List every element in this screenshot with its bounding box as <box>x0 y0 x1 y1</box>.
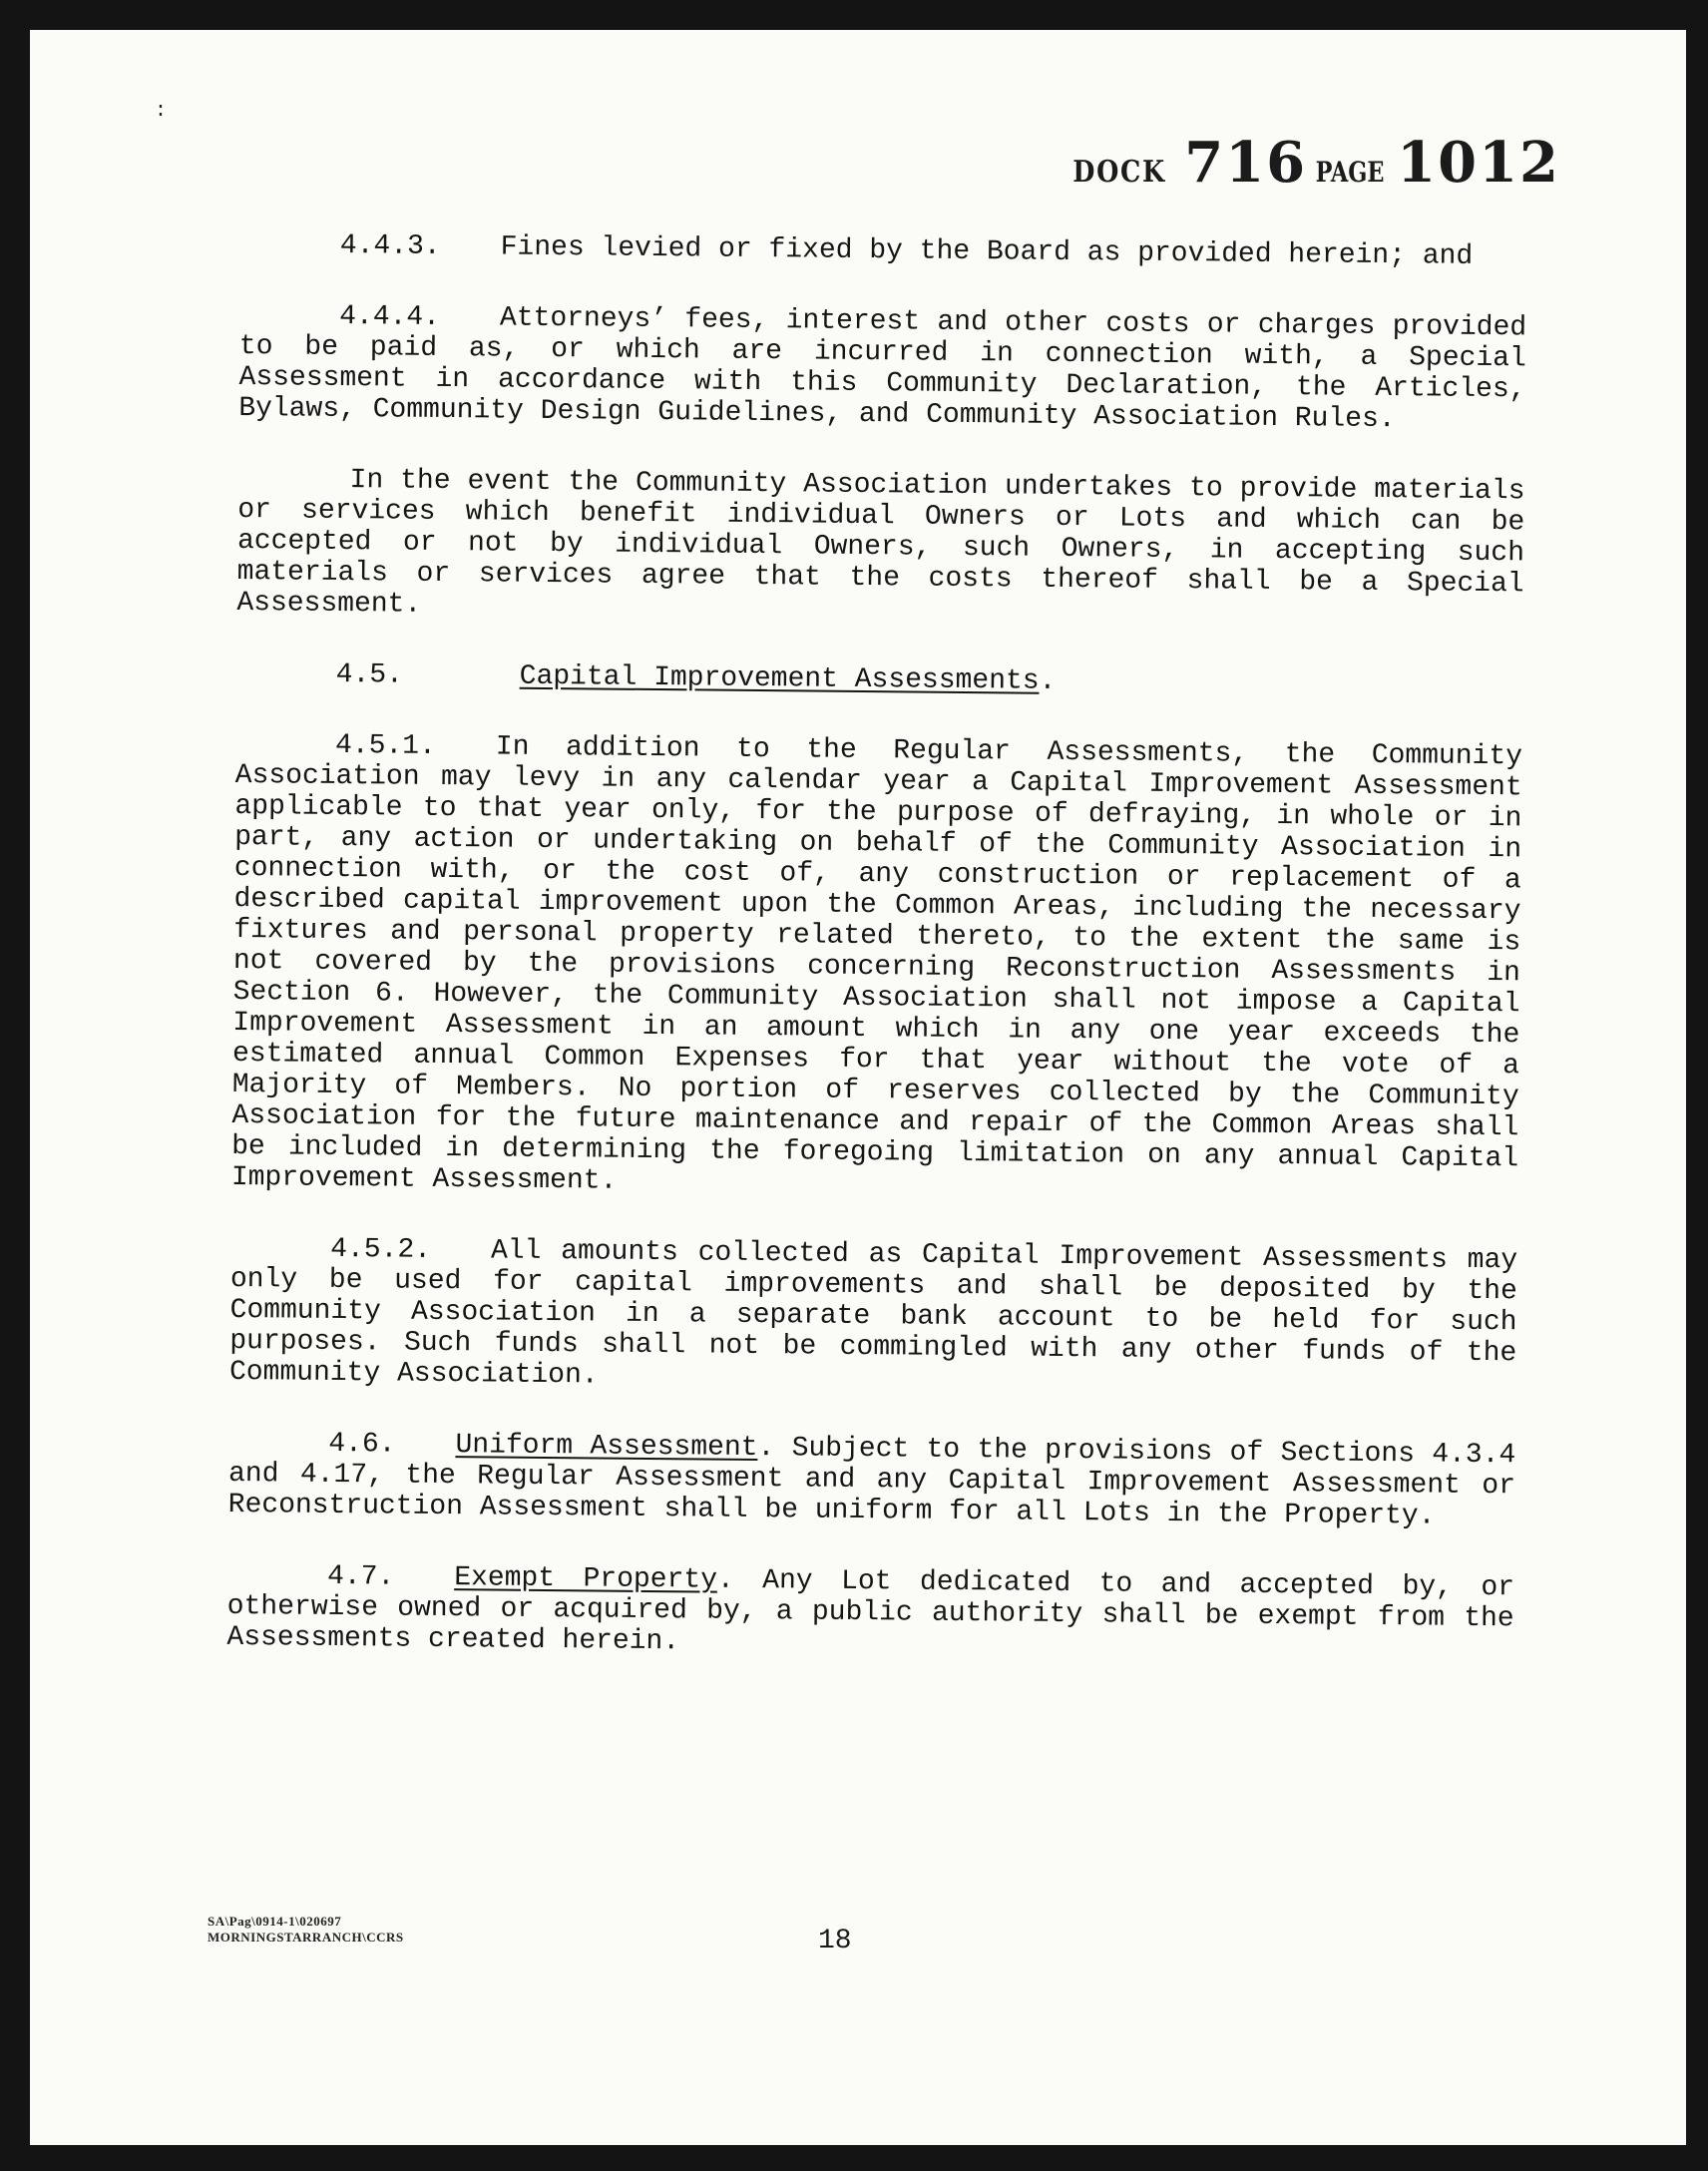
stamp-book-number: 716 <box>1184 130 1308 196</box>
section-number: 4.4.3. <box>339 229 441 262</box>
margin-marks: : <box>155 100 168 123</box>
section-4-7 <box>226 1560 1514 1665</box>
file-path-line: SA\Pag\0914-1\020697 <box>208 1914 342 1929</box>
section-title: Capital Improvement Assessments <box>519 660 1040 697</box>
section-text: Fines levied or fixed by the Board as provided herein; and <box>500 231 1474 272</box>
section-number: 4.7. <box>326 1560 395 1593</box>
section-text: . Any Lot dedicated to and accepted by, or otherwise owned or acquired by, a public authority shall be exempt from the Assessments created herein. <box>226 1564 1515 1658</box>
section-number: 4.6. <box>328 1428 396 1461</box>
stamp-label: DOCK <box>1072 155 1166 190</box>
section-4-4-3 <box>240 229 1527 272</box>
section-text: Attorneys’ fees, interest and other costs or charges provided to be paid as, or which are incurred in connection with, a Special Assessment in accordance with this Community Declaration, the Articles, Bylaws, Community Design Guidelines, and Community Association Rules. <box>238 302 1527 436</box>
section-number: 4.4.4. <box>339 300 441 333</box>
document-page <box>30 30 1686 2145</box>
stamp-page-number: 1012 <box>1397 130 1560 196</box>
stamp-page-label: PAGE <box>1315 156 1385 189</box>
section-4-6 <box>228 1428 1516 1532</box>
file-name-line: MORNINGSTARRANCH\CCRS <box>208 1930 404 1945</box>
section-4-5-1 <box>231 729 1522 1205</box>
special-assessment-paragraph: In the event the Community Association undertakes to provide materials or services which benefit individual Owners or Lots and which can be accepted or not by individual Owners, such Owners, in accepting such materials or services agree that the costs thereof shall be a Special Assessment. <box>236 465 1525 621</box>
document-file-id <box>208 1914 404 1946</box>
page-number: 18 <box>818 1926 852 1956</box>
section-4-4-4 <box>238 300 1526 436</box>
document-body <box>226 229 1527 1705</box>
section-text: . Subject to the provisions of Sections 4.3.4 and 4.17, the Regular Assessment and any Capital Improvement Assessment or Reconstruction Assessment shall be uniform for all Lots in the Property. <box>227 1433 1516 1532</box>
section-text: All amounts collected as Capital Improvement Assessments may only be used for capital improvements and shall be deposited by the Community Association in a separate bank account to be held for such purposes. Such funds shall not be commingled with any other funds of the Community Association. <box>228 1235 1518 1392</box>
section-title: Uniform Assessment <box>455 1430 758 1465</box>
section-title: Exempt Property <box>454 1562 718 1596</box>
section-number: 4.5. <box>335 658 404 691</box>
section-number: 4.5.2. <box>330 1233 432 1266</box>
title-suffix: . <box>1039 665 1057 697</box>
section-4-5-heading <box>236 658 1523 701</box>
section-text: In addition to the Regular Assessments, the Community Association may levy in any calendar year a Capital Improvement Assessment applicable to that year only, for the purpose of defraying, in whole or in part, any action or undertaking on behalf of the Community Association in connection with, or the cost of, any construction or replacement of a described capital improvement upon the Common Areas, including the necessary fixtures and personal property related thereto, to the extent the same is not covered by the provisions concerning Reconstruction Assessments in Section 6. However, the Community Association shall not impose a Capital Improvement Assessment in an amount which in any one year exceeds the estimated annual Common Expenses for that year without the vote of a Majority of Members. No portion of reserves collected by the Community Association for the future maintenance and repair of the Common Areas shall be included in determining the foregoing limitation on any annual Capital Improvement Assessment. <box>230 731 1523 1197</box>
section-number: 4.5.1. <box>334 729 437 762</box>
book-page-stamp <box>1065 130 1560 196</box>
section-4-5-2 <box>229 1233 1517 1400</box>
